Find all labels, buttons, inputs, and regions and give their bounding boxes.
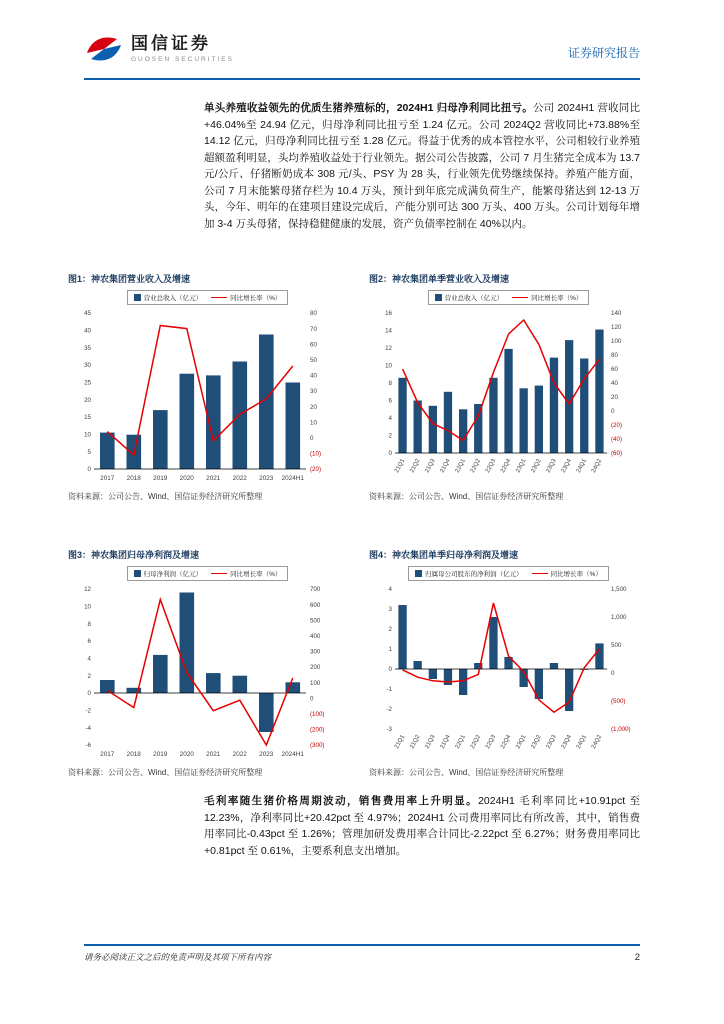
svg-text:2: 2 xyxy=(388,626,392,634)
legend-item xyxy=(435,293,504,302)
svg-text:2023: 2023 xyxy=(259,475,274,482)
legend-item xyxy=(415,569,523,578)
svg-text:4: 4 xyxy=(388,586,392,594)
svg-text:500: 500 xyxy=(611,642,622,650)
svg-text:-2: -2 xyxy=(85,707,91,715)
svg-text:0: 0 xyxy=(611,408,615,416)
svg-text:(100): (100) xyxy=(310,711,325,718)
svg-text:22Q3: 22Q3 xyxy=(485,458,498,474)
paragraph-margins xyxy=(204,793,640,859)
svg-text:23Q3: 23Q3 xyxy=(545,734,558,750)
svg-text:600: 600 xyxy=(310,601,321,609)
legend-item xyxy=(512,293,582,302)
legend-label: 归属母公司股东的净利润（亿元） xyxy=(425,571,523,578)
svg-text:12: 12 xyxy=(84,586,91,594)
brand-name-en: GUOSEN SECURITIES xyxy=(131,55,234,63)
svg-text:2024H1: 2024H1 xyxy=(281,475,304,482)
svg-text:40: 40 xyxy=(84,327,91,335)
svg-text:0: 0 xyxy=(611,670,615,678)
svg-text:2023: 2023 xyxy=(259,751,274,758)
svg-text:-2: -2 xyxy=(386,706,392,714)
svg-text:20: 20 xyxy=(611,394,618,402)
figure-2 xyxy=(369,272,648,502)
svg-text:80: 80 xyxy=(310,310,317,318)
svg-text:(20): (20) xyxy=(310,466,322,474)
svg-text:0: 0 xyxy=(87,466,91,474)
svg-text:(40): (40) xyxy=(611,436,623,444)
svg-text:5: 5 xyxy=(87,448,91,456)
svg-text:2024H1: 2024H1 xyxy=(281,751,304,758)
svg-text:(1,000): (1,000) xyxy=(611,726,631,734)
brand xyxy=(84,34,234,64)
figure-2-title: 图2：神农集团单季营业收入及增速 xyxy=(369,274,510,284)
legend-item xyxy=(134,293,203,302)
svg-text:25: 25 xyxy=(84,379,91,387)
svg-text:2017: 2017 xyxy=(100,751,115,758)
figure-3-title: 图3：神农集团归母净利润及增速 xyxy=(68,550,200,560)
svg-text:20: 20 xyxy=(84,396,91,404)
svg-text:8: 8 xyxy=(388,380,392,388)
svg-text:22Q1: 22Q1 xyxy=(454,734,467,750)
figure-2-legend xyxy=(369,290,648,305)
svg-text:2: 2 xyxy=(87,672,91,680)
svg-text:6: 6 xyxy=(388,397,392,405)
legend-item xyxy=(532,569,602,578)
svg-text:16: 16 xyxy=(385,310,392,318)
svg-text:23Q2: 23Q2 xyxy=(530,734,543,750)
svg-text:21Q1: 21Q1 xyxy=(394,734,407,750)
svg-text:700: 700 xyxy=(310,586,321,594)
svg-text:(200): (200) xyxy=(310,726,325,734)
svg-text:60: 60 xyxy=(611,366,618,374)
svg-text:2021: 2021 xyxy=(206,751,221,758)
svg-text:-1: -1 xyxy=(386,686,392,694)
figure-1-source: 资料来源：公司公告、Wind、国信证券经济研究所整理 xyxy=(68,492,263,501)
svg-text:10: 10 xyxy=(310,419,317,427)
legend-label: 营业总收入（亿元） xyxy=(444,295,504,302)
svg-text:0: 0 xyxy=(388,450,392,458)
svg-text:400: 400 xyxy=(310,633,321,640)
legend-bar-swatch xyxy=(134,570,141,577)
svg-text:20: 20 xyxy=(310,403,317,411)
svg-text:10: 10 xyxy=(385,362,392,370)
legend-line-swatch xyxy=(512,297,528,298)
figure-3-legend xyxy=(68,566,347,581)
svg-text:2021: 2021 xyxy=(206,475,221,482)
svg-text:200: 200 xyxy=(310,664,321,672)
figure-4-source: 资料来源：公司公告、Wind、国信证券经济研究所整理 xyxy=(369,768,564,777)
svg-text:100: 100 xyxy=(611,338,622,346)
svg-text:23Q1: 23Q1 xyxy=(515,458,528,474)
svg-text:21Q3: 21Q3 xyxy=(424,458,437,474)
legend-label: 同比增长率（%） xyxy=(230,571,282,578)
svg-text:12: 12 xyxy=(385,345,392,353)
svg-text:22Q4: 22Q4 xyxy=(500,734,513,750)
page-number: 2 xyxy=(634,952,640,963)
svg-text:22Q2: 22Q2 xyxy=(469,734,483,750)
svg-text:14: 14 xyxy=(385,327,392,335)
footer-divider xyxy=(84,944,640,946)
svg-text:50: 50 xyxy=(310,357,317,364)
legend-item xyxy=(134,569,203,578)
paragraph-summary xyxy=(204,100,640,233)
svg-text:100: 100 xyxy=(310,679,321,687)
svg-text:300: 300 xyxy=(310,648,321,656)
figure-4 xyxy=(369,548,648,778)
legend-item xyxy=(211,569,281,578)
svg-text:21Q1: 21Q1 xyxy=(394,458,407,474)
figure-3-source: 资料来源：公司公告、Wind、国信证券经济研究所整理 xyxy=(68,768,263,777)
svg-text:140: 140 xyxy=(611,310,622,318)
svg-text:23Q3: 23Q3 xyxy=(545,458,558,474)
svg-text:1,500: 1,500 xyxy=(611,586,627,594)
legend-label: 同比增长率（%） xyxy=(550,571,602,578)
svg-text:120: 120 xyxy=(611,324,622,332)
svg-text:1: 1 xyxy=(388,646,392,654)
legend-item xyxy=(211,293,281,302)
report-type-label: 证券研究报告 xyxy=(567,46,640,60)
svg-text:0: 0 xyxy=(388,666,392,674)
svg-text:1,000: 1,000 xyxy=(611,614,627,622)
svg-text:40: 40 xyxy=(310,372,317,380)
svg-text:23Q1: 23Q1 xyxy=(515,734,528,750)
page-header xyxy=(84,34,640,64)
svg-text:22Q2: 22Q2 xyxy=(469,458,483,474)
svg-text:-4: -4 xyxy=(85,724,91,732)
figure-4-title: 图4：神农集团单季归母净利润及增速 xyxy=(369,550,519,560)
figure-3 xyxy=(68,548,347,778)
svg-text:4: 4 xyxy=(87,655,91,663)
svg-text:10: 10 xyxy=(84,431,91,439)
svg-text:60: 60 xyxy=(310,341,317,349)
svg-text:0: 0 xyxy=(310,695,314,703)
svg-text:2017: 2017 xyxy=(100,475,115,482)
svg-text:2018: 2018 xyxy=(126,475,141,482)
svg-text:2018: 2018 xyxy=(126,751,141,758)
svg-text:2019: 2019 xyxy=(153,751,168,758)
revenue-quarterly-chart xyxy=(369,307,647,487)
brand-name-cn: 国信证券 xyxy=(131,34,211,54)
paragraph-lead: 单头养殖收益领先的优质生猪养殖标的，2024H1 归母净利同比扭亏。 xyxy=(204,102,533,114)
svg-text:80: 80 xyxy=(611,352,618,360)
figure-1-title: 图1：神农集团营业收入及增速 xyxy=(68,274,191,284)
legend-label: 营业总收入（亿元） xyxy=(143,295,203,302)
svg-text:23Q4: 23Q4 xyxy=(560,734,573,750)
svg-text:23Q2: 23Q2 xyxy=(530,458,543,474)
svg-text:(500): (500) xyxy=(611,698,626,706)
net-profit-quarterly-chart xyxy=(369,583,647,763)
figure-4-legend xyxy=(369,566,648,581)
svg-text:4: 4 xyxy=(388,415,392,423)
svg-text:10: 10 xyxy=(84,603,91,611)
svg-text:21Q4: 21Q4 xyxy=(439,734,452,750)
legend-line-swatch xyxy=(211,573,227,574)
revenue-annual-chart xyxy=(68,307,346,487)
legend-label: 同比增长率（%） xyxy=(230,295,282,302)
svg-text:2022: 2022 xyxy=(232,475,247,482)
guosen-logo-icon xyxy=(84,34,124,64)
svg-text:6: 6 xyxy=(87,638,91,646)
svg-text:30: 30 xyxy=(84,362,91,370)
header-divider xyxy=(84,78,640,80)
legend-bar-swatch xyxy=(435,294,442,301)
svg-text:2020: 2020 xyxy=(179,475,194,482)
paragraph-lead: 毛利率随生猪价格周期波动，销售费用率上升明显。 xyxy=(204,795,479,807)
svg-text:2019: 2019 xyxy=(153,475,168,482)
svg-text:70: 70 xyxy=(310,325,317,333)
svg-text:15: 15 xyxy=(84,414,91,422)
svg-text:23Q4: 23Q4 xyxy=(560,458,573,474)
svg-text:(60): (60) xyxy=(611,450,623,458)
svg-text:21Q4: 21Q4 xyxy=(439,458,452,474)
svg-text:24Q1: 24Q1 xyxy=(575,734,589,750)
svg-text:40: 40 xyxy=(611,380,618,388)
svg-text:-3: -3 xyxy=(386,726,392,734)
legend-line-swatch xyxy=(532,573,548,574)
paragraph-body: 2024H1 毛利率同比+10.91pct 至 12.23%，净利率同比+20.42pct 至 4.97%；2024H1 公司费用率同比有所改善，其中，销售费用率同比-0.43pct 至 1.26%；管理加研发费用率合计同比-2.22pct 至 6.27%；财务费用率同比+0.81pct 至 0.61%，主要系利息支出增加。 xyxy=(204,795,641,857)
svg-text:2020: 2020 xyxy=(179,751,194,758)
paragraph-body: 公司 2024H1 营收同比+46.04%至 24.94 亿元，归母净利同比扭亏至 1.24 亿元。公司 2024Q2 营收同比+73.88%至 14.12 亿元，归母净利同比扭亏至 1.28 亿元。得益于优秀的成本管控水平，公司相较行业养殖超额盈利明显，头均养殖收益处于行业领先。据公司公告披露，公司 7 月生猪完全成本为 13.7 元/公斤、仔猪断奶成本 308 元/头、PSY 为 28 头，行业领先优势继续保持。养殖产能方面，公司 7 月末能繁母猪存栏为 10.4 万头，预计到年底完成满负荷生产，能繁母猪达到 12-13 万头，今年、明年的在建项目建设完成后，产能分别可达 300 万头、400 万头。公司计划每年增加 3-4 万头母猪，保持稳健健康的发展，资产负债率控制在 40%以内。 xyxy=(204,102,640,231)
svg-text:(300): (300) xyxy=(310,742,325,750)
svg-text:45: 45 xyxy=(84,310,91,318)
svg-text:21Q2: 21Q2 xyxy=(409,734,422,750)
svg-text:22Q3: 22Q3 xyxy=(485,734,498,750)
page-footer xyxy=(84,951,640,963)
legend-bar-swatch xyxy=(134,294,141,301)
figure-1 xyxy=(68,272,347,502)
svg-text:21Q2: 21Q2 xyxy=(409,458,422,474)
svg-text:(10): (10) xyxy=(310,450,322,458)
svg-text:2: 2 xyxy=(388,432,392,440)
svg-text:24Q2: 24Q2 xyxy=(591,458,604,474)
svg-text:22Q1: 22Q1 xyxy=(454,458,467,474)
svg-text:500: 500 xyxy=(310,617,321,625)
svg-text:8: 8 xyxy=(87,620,91,628)
svg-text:35: 35 xyxy=(84,344,91,352)
footer-disclaimer: 请务必阅读正文之后的免责声明及其项下所有内容 xyxy=(84,952,272,962)
svg-text:2022: 2022 xyxy=(232,751,247,758)
legend-line-swatch xyxy=(211,297,227,298)
figures-grid xyxy=(68,272,648,778)
legend-label: 同比增长率（%） xyxy=(531,295,583,302)
svg-text:21Q3: 21Q3 xyxy=(424,734,437,750)
legend-label: 归母净利润（亿元） xyxy=(143,571,203,578)
svg-text:0: 0 xyxy=(87,690,91,698)
figure-1-legend xyxy=(68,290,347,305)
svg-text:24Q1: 24Q1 xyxy=(575,458,589,474)
net-profit-annual-chart xyxy=(68,583,346,763)
svg-text:-6: -6 xyxy=(85,742,91,750)
svg-text:(20): (20) xyxy=(611,422,623,430)
legend-bar-swatch xyxy=(415,570,422,577)
svg-text:24Q2: 24Q2 xyxy=(591,734,604,750)
svg-text:30: 30 xyxy=(310,388,317,396)
figure-2-source: 资料来源：公司公告、Wind、国信证券经济研究所整理 xyxy=(369,492,564,501)
brand-text xyxy=(131,35,234,63)
svg-text:0: 0 xyxy=(310,435,314,442)
svg-text:22Q4: 22Q4 xyxy=(500,458,513,474)
svg-text:3: 3 xyxy=(388,606,392,614)
